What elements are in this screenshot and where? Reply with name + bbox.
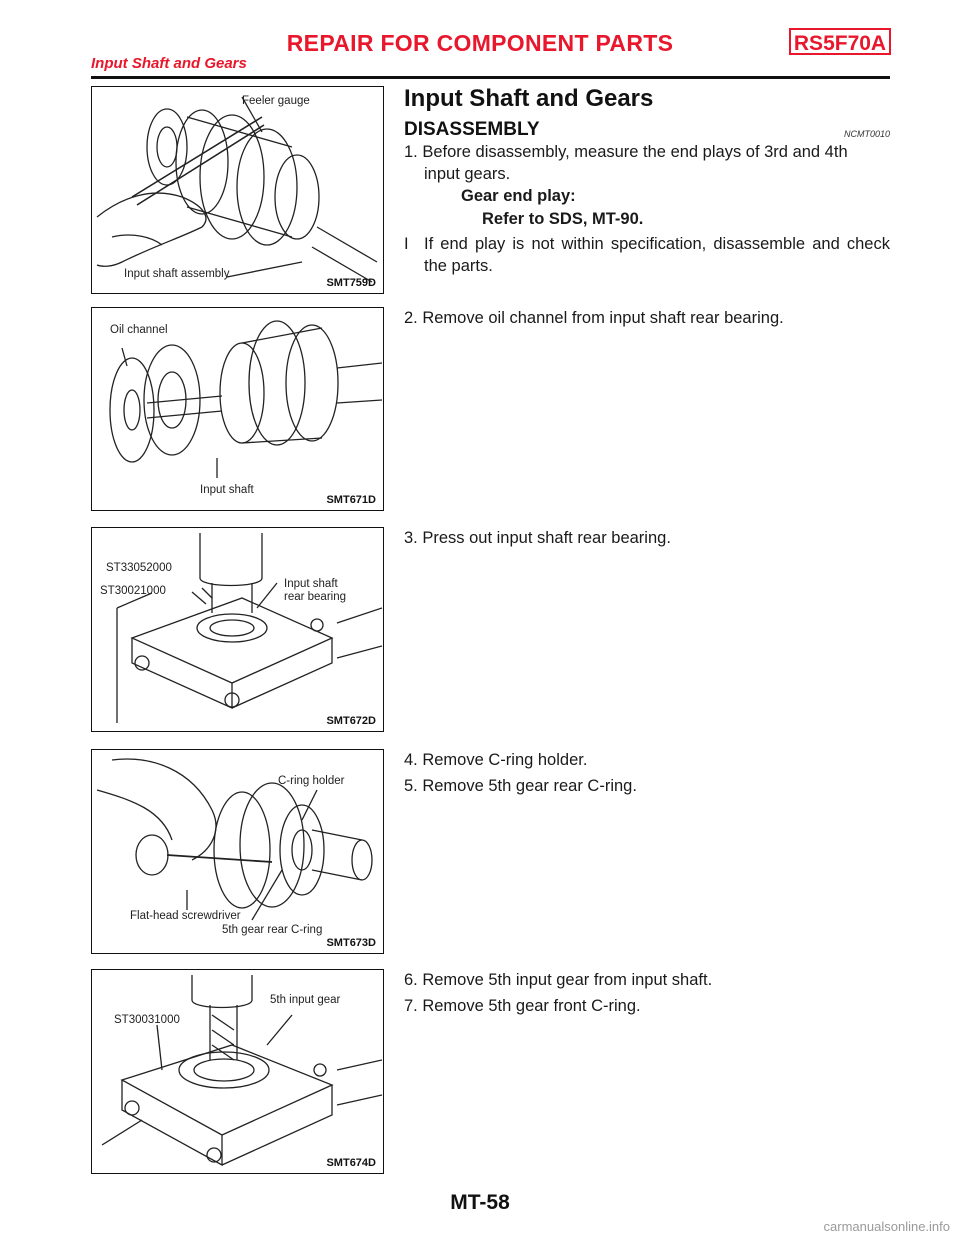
figure-feeler-gauge [91, 86, 384, 294]
step-1-line-1: 1. Before disassembly, measure the end plays of 3rd and 4th [404, 143, 848, 161]
oil-channel-illustration [92, 308, 384, 511]
figure-code: SMT759D [326, 277, 376, 289]
label-input-shaft: Input shaft [284, 578, 338, 590]
label-5th-gear-rear-c-ring: 5th gear rear C-ring [222, 924, 323, 936]
feeler-gauge-illustration [92, 87, 384, 294]
label-oil-channel: Oil channel [110, 324, 168, 336]
reference-code: NCMT0010 [843, 129, 890, 139]
bullet-text: If end play is not within specification, disassemble and check the parts. [424, 235, 890, 275]
figure-oil-channel [91, 307, 384, 511]
figure-5th-input-gear [91, 969, 384, 1174]
spec-value: Refer to SDS, MT-90. [482, 210, 644, 228]
label-input-shaft: Input shaft [200, 484, 254, 496]
step-1 [404, 141, 890, 185]
label-st30031000: ST30031000 [114, 1014, 180, 1026]
step-4: 4. Remove C-ring holder. [404, 751, 588, 769]
section-title: Input Shaft and Gears [404, 85, 654, 112]
label-flat-head-screwdriver: Flat-head screwdriver [130, 910, 241, 922]
watermark: carmanualsonline.info [823, 1219, 950, 1234]
page-number: MT-58 [450, 1191, 510, 1214]
figure-c-ring-holder [91, 749, 384, 954]
label-5th-input-gear: 5th input gear [270, 994, 341, 1006]
header-rule [91, 76, 890, 79]
header-title: REPAIR FOR COMPONENT PARTS [286, 30, 674, 56]
step-6: 6. Remove 5th input gear from input shaft. [404, 971, 713, 989]
section-subhead: DISASSEMBLY [404, 119, 540, 140]
figure-press-bearing [91, 527, 384, 732]
figure-code: SMT672D [326, 715, 376, 727]
label-st30021000: ST30021000 [100, 585, 166, 597]
label-rear-bearing: rear bearing [284, 591, 347, 603]
model-tag: RS5F70A [789, 28, 891, 55]
label-c-ring-holder: C-ring holder [278, 775, 345, 787]
label-st33052000: ST33052000 [106, 562, 172, 574]
step-2: 2. Remove oil channel from input shaft rear bearing. [404, 309, 784, 327]
press-bearing-illustration [92, 528, 384, 732]
label-feeler-gauge: Feeler gauge [242, 95, 310, 107]
figure-code: SMT673D [326, 937, 376, 949]
header-subtitle: Input Shaft and Gears [91, 55, 247, 72]
spec-label: Gear end play: [461, 187, 576, 205]
step-1-line-2: input gears. [424, 165, 511, 183]
label-input-shaft-assembly: Input shaft assembly [124, 268, 230, 280]
figure-code: SMT674D [326, 1157, 376, 1169]
step-7: 7. Remove 5th gear front C-ring. [404, 997, 641, 1015]
step-5: 5. Remove 5th gear rear C-ring. [404, 777, 637, 795]
figure-code: SMT671D [326, 494, 376, 506]
bullet-mark: I [404, 235, 409, 253]
step-3: 3. Press out input shaft rear bearing. [404, 529, 671, 547]
